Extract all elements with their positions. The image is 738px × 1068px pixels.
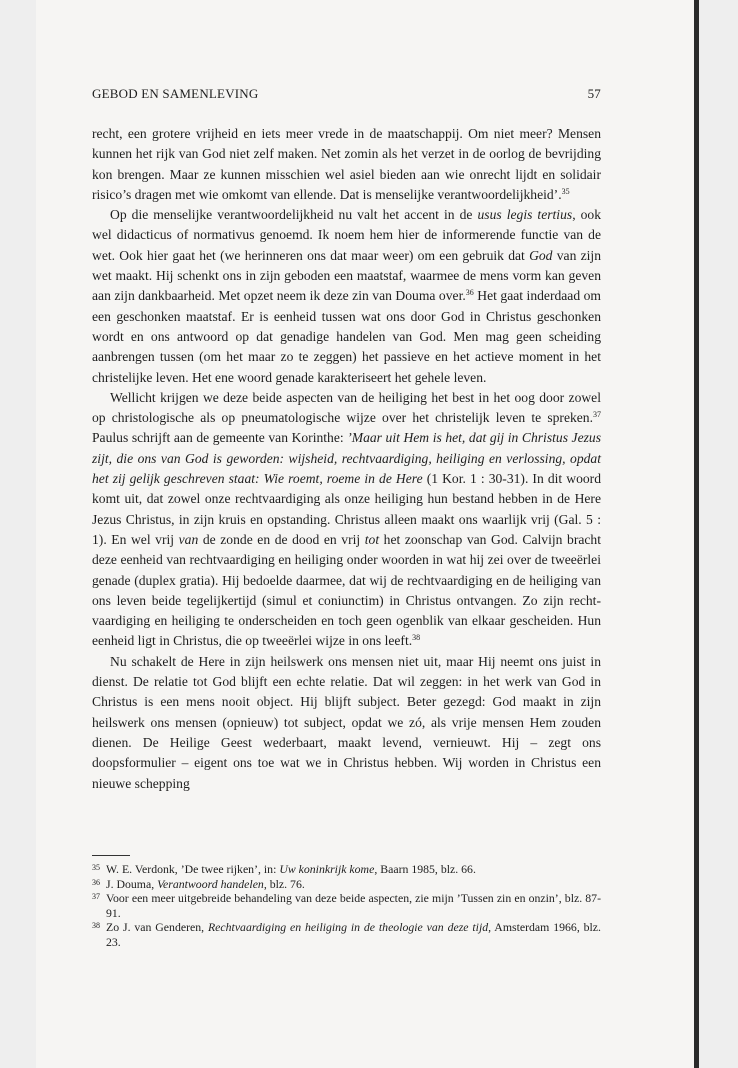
paragraph: Nu schakelt de Here in zijn heilswerk ons mensen niet uit, maar Hij neemt ons juist in dienst. De relatie tot God blijft een echte relatie. Dat wil zeggen: in het werk van God in Christus is een mens nooit object. Hij blijft subject. Beter gezegd: God maakt in zijn heilswerk ons mensen (opnieuw) tot subject, opdat we zó, als vrije mensen Hem zouden dienen. De Heilige Geest wederbaart, maakt levend, vernieuwt. Hij – zegt ons doopsformulier – eigent ons toe wat we in Christus hebben. Wij worden in Christus een nieuwe schepping [92,653,601,791]
footnote-text: Voor een meer uitgebreide behandeling van deze beide aspecten, zie mijn ’Tussen zin en onzin’, blz. 87-91. [106,891,601,920]
running-title: GEBOD EN SAMENLEVING [92,86,259,101]
footnote-text: J. Douma, Verantwoord handelen, blz. 76. [106,876,305,891]
page-edge-shadow [694,0,699,1068]
footnote-rule [92,855,130,856]
footnote-text: W. E. Verdonk, ’De twee rijken’, in: Uw koninkrijk kome, Baarn 1985, blz. 66. [106,862,476,876]
footnote [92,862,601,877]
body-text [92,124,601,794]
footnote-number: 36 [92,877,100,887]
paragraph: recht, een grotere vrijheid en iets meer vrede in de maatschappij. Om niet meer? Mensen kunnen het rijk van God niet zelf maken. Net zomin als het verzet in de oorlog de bevrijding kon brengen. Maar ze kunnen misschien wel asiel bieden aan wie onrecht lijdt en solidair risico’s dragen met wie omkomt van ellende. Dat is menselijke verantwoordelijkheid’.$^{35}$ [92,126,601,202]
page-number: 57 [587,86,601,101]
footnote [92,920,601,949]
footnote [92,877,601,892]
footnote-number: 37 [92,892,100,902]
footnote-number: 35 [92,863,100,872]
paragraph: Wellicht krijgen we deze beide aspecten van de heiliging het best in het oog door zowel op christologische als op pneumatologische wijze over het christelijk leven te spreken.$^{37}$ Paulus schrijft aan de gemeente van Korinthe: ’Maar uit Hem is het, dat gij in Christus Jezus zijt, die ons van God is geworden: wijsheid, rechtvaardiging, heiliging en verlossing, opdat het zij gelijk geschreven staat: Wie roemt, roeme in de Here (1 Kor. 1 : 30-31). In dit woord komt uit, dat zowel onze rechtvaardiging als onze heiliging hun bestand hebben in de Here Jezus Christus, in zijn kruis en opstanding. Christus alleen maakt ons waarlijk vrij (Gal. 5 : 1). En wel vrij van de zonde en de dood en vrij tot het zoonschap van God. Calvijn bracht deze eenheid van rechtvaardiging en heiliging onder woorden in wat hij zei over de tweeërlei genade (duplex gratia). Hij bedoelde daarmee, dat wij de rechtvaardiging en de heiliging van ons leven beide tegelijkertijd (simul et coniunctim) in Christus ontvangen. Zo zijn rechtvaardiging en heiliging te onderscheiden en toch geen ogenblik van elkaar gescheiden. Hun eenheid ligt in Christus, die op tweeërlei wijze in ons leeft.$^{38}$ [92,389,602,649]
footnotes [92,862,601,950]
footnote [92,891,601,920]
footnote-text: Zo J. van Genderen, Rechtvaardiging en heiliging in de theologie van deze tijd, Amsterdam 1966, blz. 23. [106,920,601,949]
footnote-number: 38 [92,921,100,931]
paragraph: Op die menselijke verantwoordelijkheid nu valt het accent in de usus legis tertius, ook wel didacticus of normativus genoemd. Ik noem hem hier de informerende functie van de wet. Ook hier gaat het (we herinneren ons dat maar weer) om een gebruik dat God van zijn wet maakt. Hij schenkt ons in zijn geboden een maatstaf, waarmee de mens vorm kan geven aan zijn dankbaarheid. Met opzet neem ik deze zin van Douma over.$^{36}$ Het gaat inderdaad om een geschonken maatstaf. Er is eenheid tussen wat ons door God in Christus geschonken wordt en ons antwoord op dat genadige handelen van God. Men mag geen scheiding aanbrengen tussen (om het maar zo te zeggen) het passieve en het actieve moment in het christelijke leven. Het ene woord genade karakteriseert het gehele leven. [92,207,602,385]
running-header [92,86,601,104]
